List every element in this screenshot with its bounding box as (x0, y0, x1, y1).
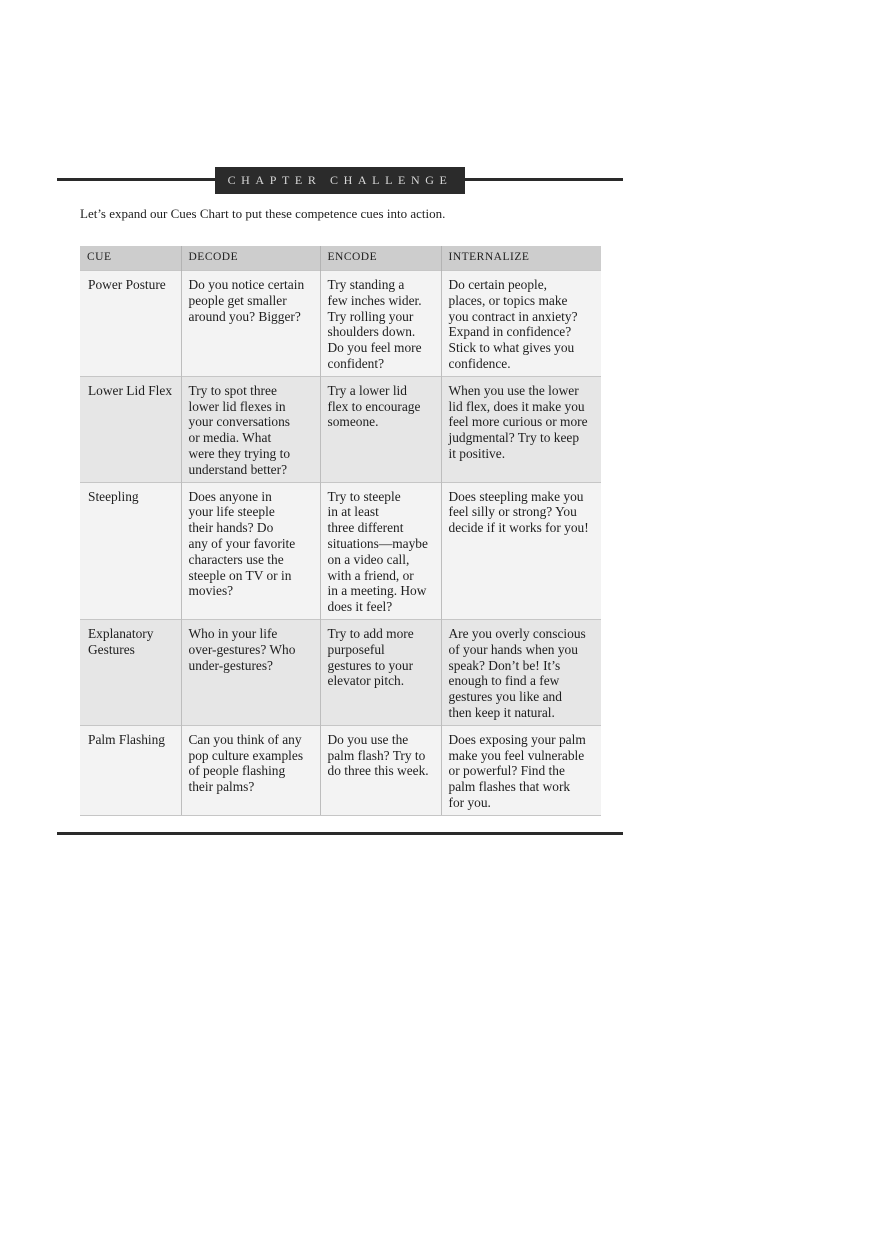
internalize-cell: Does exposing your palm make you feel vulnerable or powerful? Find the palm flashes that work for you. (441, 725, 601, 815)
encode-cell: Do you use the palm flash? Try to do three this week. (320, 725, 441, 815)
table-row (80, 482, 601, 619)
header-decode: DECODE (181, 246, 320, 271)
bottom-rule (57, 832, 623, 835)
cue-cell: Power Posture (80, 271, 181, 377)
header-internalize: INTERNALIZE (441, 246, 601, 271)
table-row (80, 619, 601, 725)
encode-cell: Try standing a few inches wider. Try rolling your shoulders down. Do you feel more confident? (320, 271, 441, 377)
table-header-row (80, 246, 601, 271)
cue-cell: Lower Lid Flex (80, 376, 181, 482)
chapter-challenge-banner: CHAPTER CHALLENGE (215, 167, 465, 194)
cues-chart-table (80, 246, 601, 816)
encode-cell: Try to steeple in at least three different situations—maybe on a video call, with a friend, or in a meeting. How does it feel? (320, 482, 441, 619)
internalize-cell: Do certain people, places, or topics make you contract in anxiety? Expand in confidence? Stick to what gives you confidence. (441, 271, 601, 377)
table-row (80, 271, 601, 377)
encode-cell: Try a lower lid flex to encourage someone. (320, 376, 441, 482)
internalize-cell: Does steepling make you feel silly or strong? You decide if it works for you! (441, 482, 601, 619)
header-cue: CUE (80, 246, 181, 271)
table-row (80, 376, 601, 482)
decode-cell: Can you think of any pop culture examples of people flashing their palms? (181, 725, 320, 815)
header-encode: ENCODE (320, 246, 441, 271)
decode-cell: Try to spot three lower lid flexes in your conversations or media. What were they trying to understand better? (181, 376, 320, 482)
cue-cell: Palm Flashing (80, 725, 181, 815)
cue-cell: Explanatory Gestures (80, 619, 181, 725)
encode-cell: Try to add more purposeful gestures to your elevator pitch. (320, 619, 441, 725)
intro-text: Let’s expand our Cues Chart to put these competence cues into action. (80, 206, 446, 221)
internalize-cell: When you use the lower lid flex, does it make you feel more curious or more judgmental? Try to keep it positive. (441, 376, 601, 482)
cue-cell: Steepling (80, 482, 181, 619)
decode-cell: Do you notice certain people get smaller around you? Bigger? (181, 271, 320, 377)
table-row (80, 725, 601, 815)
decode-cell: Who in your life over-gestures? Who under-gestures? (181, 619, 320, 725)
decode-cell: Does anyone in your life steeple their hands? Do any of your favorite characters use the steeple on TV or in movies? (181, 482, 320, 619)
internalize-cell: Are you overly conscious of your hands when you speak? Don’t be! It’s enough to find a few gestures you like and then keep it natural. (441, 619, 601, 725)
